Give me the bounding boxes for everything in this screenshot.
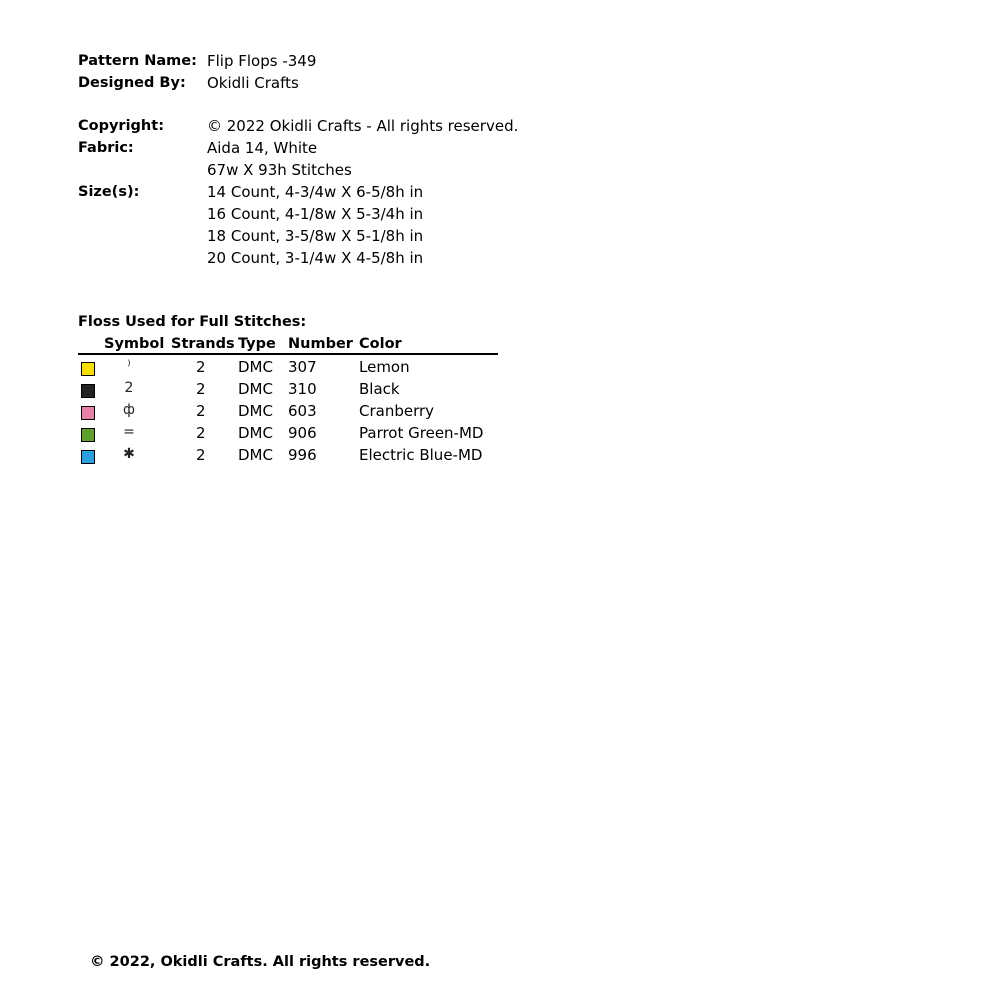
size-line: 20 Count, 3-1/4w X 4-5/8h in: [207, 249, 424, 267]
type-cell: DMC: [238, 424, 273, 442]
table-header-divider: [78, 353, 498, 355]
copyright-label: Copyright:: [78, 118, 164, 134]
color-name-cell: Electric Blue-MD: [359, 446, 483, 464]
color-name-cell: Cranberry: [359, 402, 435, 420]
floss-heading: Floss Used for Full Stitches:: [78, 314, 307, 330]
pattern-name-label: Pattern Name:: [78, 53, 197, 69]
color-swatch: [81, 450, 95, 464]
color-name-cell: Black: [359, 380, 400, 398]
column-header-type: Type: [238, 336, 276, 352]
type-cell: DMC: [238, 402, 273, 420]
copyright-value: © 2022 Okidli Crafts - All rights reserved.: [207, 117, 519, 135]
stitch-symbol: ф: [123, 402, 135, 418]
stitch-symbol: 2: [124, 380, 134, 396]
number-cell: 996: [288, 446, 317, 464]
pattern-name-value: Flip Flops -349: [207, 52, 317, 70]
table-row: [0, 380, 1000, 402]
footer-copyright: © 2022, Okidli Crafts. All rights reserved.: [90, 954, 431, 970]
color-swatch: [81, 428, 95, 442]
number-cell: 310: [288, 380, 317, 398]
table-row: [0, 424, 1000, 446]
designed-by-label: Designed By:: [78, 75, 186, 91]
size-line: 16 Count, 4-1/8w X 5-3/4h in: [207, 205, 424, 223]
stitch-symbol: ⁾: [127, 358, 131, 374]
column-header-color: Color: [359, 336, 402, 352]
strands-cell: 2: [196, 424, 206, 442]
size-line: 18 Count, 3-5/8w X 5-1/8h in: [207, 227, 424, 245]
color-swatch: [81, 406, 95, 420]
column-header-strands: Strands: [171, 336, 235, 352]
strands-cell: 2: [196, 402, 206, 420]
table-row: [0, 358, 1000, 380]
color-swatch: [81, 384, 95, 398]
column-header-number: Number: [288, 336, 353, 352]
sizes-label: Size(s):: [78, 184, 140, 200]
type-cell: DMC: [238, 380, 273, 398]
stitch-symbol: ✱: [123, 446, 135, 462]
color-name-cell: Lemon: [359, 358, 410, 376]
number-cell: 307: [288, 358, 317, 376]
color-swatch: [81, 362, 95, 376]
type-cell: DMC: [238, 446, 273, 464]
stitch-symbol: =: [123, 424, 135, 440]
number-cell: 906: [288, 424, 317, 442]
fabric-value: Aida 14, White: [207, 139, 318, 157]
number-cell: 603: [288, 402, 317, 420]
column-header-symbol: Symbol: [104, 336, 165, 352]
color-name-cell: Parrot Green-MD: [359, 424, 484, 442]
type-cell: DMC: [238, 358, 273, 376]
strands-cell: 2: [196, 380, 206, 398]
strands-cell: 2: [196, 446, 206, 464]
strands-cell: 2: [196, 358, 206, 376]
table-row: [0, 402, 1000, 424]
stitch-count-value: 67w X 93h Stitches: [207, 161, 352, 179]
fabric-label: Fabric:: [78, 140, 134, 156]
table-row: [0, 446, 1000, 468]
size-line: 14 Count, 4-3/4w X 6-5/8h in: [207, 183, 424, 201]
designed-by-value: Okidli Crafts: [207, 74, 299, 92]
